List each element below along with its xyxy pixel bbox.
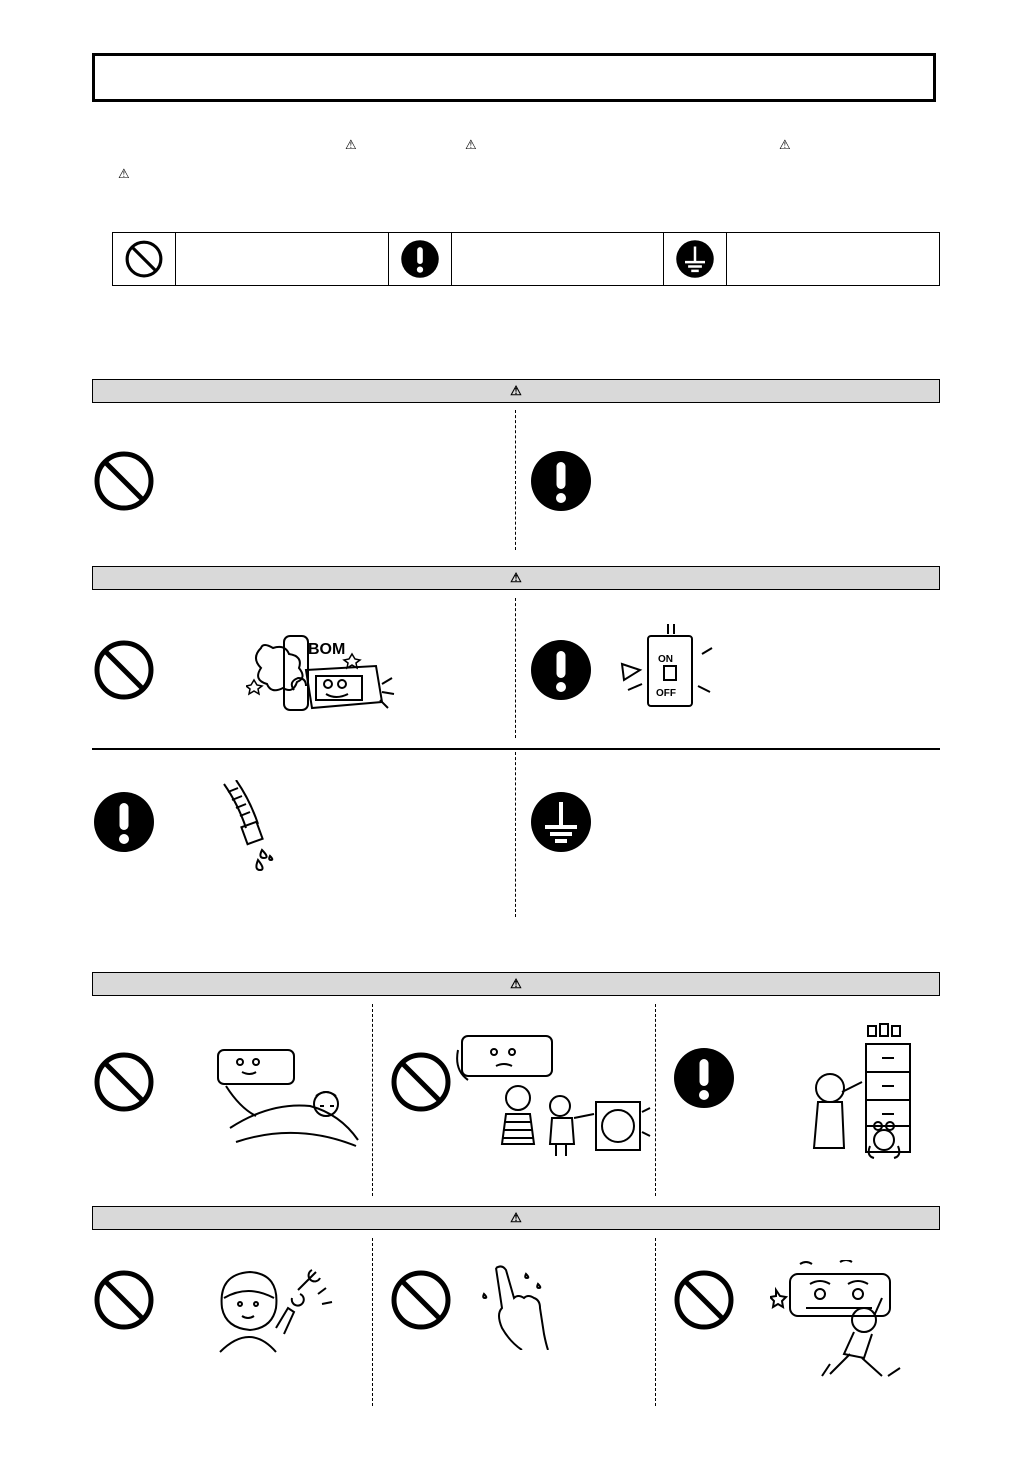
prohibited-icon — [92, 1268, 156, 1332]
legend-text — [727, 233, 939, 285]
divider — [372, 1004, 373, 1196]
warning-triangle-icon: ⚠ — [118, 166, 130, 181]
mandatory-icon — [529, 638, 593, 702]
divider — [655, 1004, 656, 1196]
divider — [92, 748, 940, 750]
prohibited-icon — [672, 1268, 736, 1332]
mandatory-icon — [672, 1046, 736, 1110]
divider — [515, 598, 516, 738]
earth-ground-icon — [664, 233, 727, 285]
svg-text:BOM: BOM — [308, 641, 346, 658]
children-near-unit-illustration — [456, 1022, 652, 1162]
switch-off-label: OFF — [656, 688, 676, 699]
section-bar: ⚠ — [92, 1206, 940, 1230]
warning-triangle-icon: ⚠ — [345, 137, 357, 152]
section-bar: ⚠ — [92, 972, 940, 996]
prohibited-icon — [113, 233, 176, 285]
warning-triangle-icon: ⚠ — [779, 137, 791, 152]
earth-ground-icon — [529, 790, 593, 854]
girl-with-wrench-illustration — [214, 1268, 334, 1356]
prohibited-icon — [389, 1050, 453, 1114]
legend-text — [452, 233, 665, 285]
hanging-on-unit-illustration — [770, 1260, 920, 1392]
drain-hose-illustration — [218, 780, 288, 872]
divider — [515, 410, 516, 550]
prohibited-icon — [92, 449, 156, 513]
section-bar: ⚠ — [92, 566, 940, 590]
symbol-legend — [112, 232, 940, 286]
warning-triangle-icon: ⚠ — [465, 137, 477, 152]
mandatory-icon — [529, 449, 593, 513]
divider — [655, 1238, 656, 1406]
mandatory-icon — [92, 790, 156, 854]
mandatory-icon — [389, 233, 452, 285]
divider — [372, 1238, 373, 1406]
prohibited-icon — [389, 1268, 453, 1332]
power-switch-illustration — [618, 624, 718, 710]
prohibited-icon — [92, 638, 156, 702]
section-bar: ⚠ — [92, 379, 940, 403]
legend-text — [176, 233, 389, 285]
sleeping-person-illustration — [216, 1044, 362, 1156]
divider — [515, 752, 516, 917]
explosion-unit-illustration — [246, 628, 396, 718]
child-climbing-illustration — [792, 1022, 916, 1160]
wet-hand-illustration — [478, 1264, 558, 1350]
prohibited-icon — [92, 1050, 156, 1114]
switch-on-label: ON — [658, 654, 673, 665]
page-title — [92, 53, 936, 102]
